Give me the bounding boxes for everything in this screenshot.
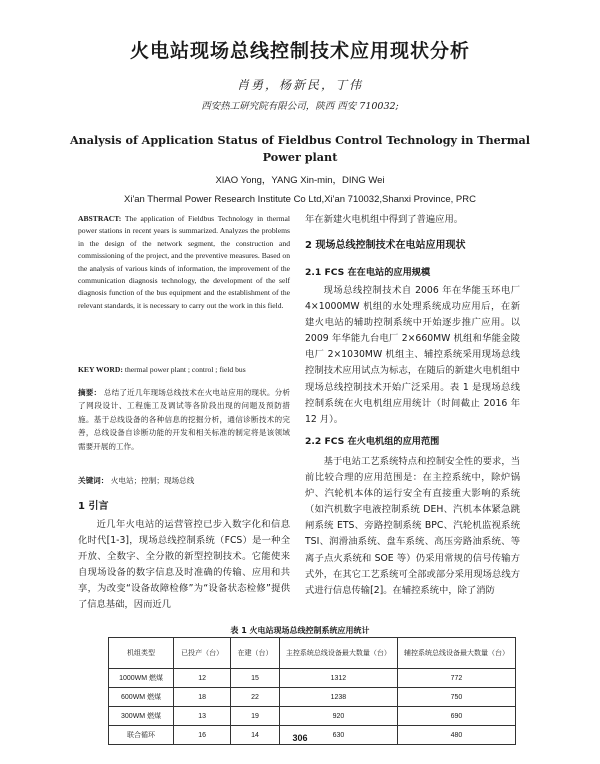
keywords-en (78, 364, 290, 376)
abstract-cn-label: 摘要： (78, 388, 102, 397)
section2-1-heading: 2.1 FCS 在在电站的应用规模 (305, 267, 431, 278)
table-row (109, 707, 516, 726)
table-row (109, 688, 516, 707)
section1-heading: 1 引言 (78, 501, 109, 512)
abstract-cn-text: 总结了近几年现场总线技术在火电站应用的现状。分析了网段设计、工程施工及调试等各阶段出现的问题及预防措施。基于总线设备的各种信息的挖掘分析，通信诊断技术的完善，总线设备自诊断功能的开发和相关标准的制定将是该领域需要开展的工作。 (78, 388, 291, 451)
table-cell: 1312 (279, 669, 397, 688)
table-header-cell: 辅控系统总线设备最大数量（台） (397, 638, 515, 669)
abstract-en-label: ABSTRACT: (78, 214, 122, 223)
table-cell: 920 (279, 707, 397, 726)
paper-title-en: Analysis of Application Status of Fieldbus Control Technology in Thermal Power plant (69, 133, 531, 164)
keywords-en-label: KEY WORD: (78, 365, 123, 374)
table-cell: 13 (174, 707, 231, 726)
table-cell: 772 (397, 669, 515, 688)
authors-en: XIAO Yong，YANG Xin-min，DING Wei (215, 175, 385, 186)
section2-2-heading: 2.2 FCS 在火电机组的应用范围 (305, 436, 440, 447)
section2-1-text: 现场总线控制技术自 2006 年在华能玉环电厂 4×1000MW 机组的水处理系统成功应用后，在新建火电站的辅助控制系统中开始逐步推广应用。以 2009 年华能九台电厂 2×660MW 机组和华能金陵电厂 2×1030MW 机组主、辅控系统采用现场总线控制技术应用试点为标志，在随后的新建火电机组中现场总线控制技术开始广泛采用。表 1 是现场总线控制系统在火电机组应用统计（时间截止 2016 年 12 月）。 (305, 285, 520, 425)
abstract-cn (78, 386, 290, 453)
table-cell: 300WM 燃煤 (109, 707, 174, 726)
table-row (109, 669, 516, 688)
affiliation-cn: 西安热工研究院有限公司，陕西 西安 710032; (201, 101, 399, 112)
keywords-en-text: thermal power plant ; control ; field bus (124, 365, 246, 374)
table-cell: 15 (231, 669, 280, 688)
table-header-cell: 已投产（台） (174, 638, 231, 669)
page-number: 306 (292, 733, 308, 743)
table-cell: 18 (174, 688, 231, 707)
table-cell: 14 (231, 726, 280, 745)
affiliation-en: Xi'an Thermal Power Research Institute Co Ltd,Xi'an 710032,Shanxi Province, PRC (124, 194, 476, 205)
abstract-en-text: The application of Fieldbus Technology in thermal power stations in recent years is summarized. Analyzes the problems in the design of the network segment, the construction and commissioning of the project, and the preventive measures. Based on the analysis of various kinds of information, the improvement of the communication diagnosis technology, the development of the self diagnosis function of the bus equipment and the establishment of the relevant standards, it is necessary to carry out the work in this field. (78, 214, 290, 310)
table-cell: 750 (397, 688, 515, 707)
table-cell: 12 (174, 669, 231, 688)
section2-2-text: 基于电站工艺系统特点和控制安全性的要求，当前比较合理的应用范围是：在主控系统中，除炉锅炉、汽轮机本体的运行安全有直接重大影响的系统（如汽机数字电液控制系统 DEH、汽机本体紧急跳闸系统 ETS、旁路控制系统 BPC、汽轮机监视系统 TSI、润滑油系统、盘车系统、高压旁路油系统、等离子点火系统和 SOE 等）仍采用常规的信号传输方式外，在其它工艺系统可全部或部分采用现场总线方式进行信息传输[2]。在辅控系统中，除了消防 (305, 456, 520, 596)
table-cell: 联合循环 (109, 726, 174, 745)
table1-caption: 表 1 火电站现场总线控制系统应用统计 (230, 626, 370, 635)
table-cell: 19 (231, 707, 280, 726)
table-cell: 1238 (279, 688, 397, 707)
table-header-cell: 主控系统总线设备最大数量（台） (279, 638, 397, 669)
section2-heading: 2 现场总线控制技术在电站应用现状 (305, 240, 466, 251)
table-cell: 480 (397, 726, 515, 745)
table-cell: 690 (397, 707, 515, 726)
section1-text: 近几年火电站的运营管控已步入数字化和信息化时代[1-3]，现场总线控制系统（FCS）是一种全开放、全数字、全分散的新型控制技术。它能使来自现场设备的数字信息及时准确的传输、应用和共享，为改变“设备故障检修”为“设备状态检修”提供了信息基础，因而近几 (78, 519, 290, 611)
table-header-cell: 机组类型 (109, 638, 174, 669)
paper-title: 火电站现场总线控制技术应用现状分析 (129, 40, 470, 62)
table-cell: 16 (174, 726, 231, 745)
table-header-row (109, 638, 516, 669)
table-cell: 22 (231, 688, 280, 707)
col2-intro: 年在新建火电机组中得到了普遍应用。 (305, 214, 464, 225)
table-cell: 600WM 燃煤 (109, 688, 174, 707)
keywords-cn-label: 关键词： (78, 476, 109, 485)
keywords-cn-text: 火电站；控制；现场总线 (110, 476, 195, 485)
table1 (108, 637, 516, 745)
table-cell: 630 (279, 726, 397, 745)
keywords-cn (78, 474, 290, 487)
table-header-cell: 在建（台） (231, 638, 280, 669)
authors-cn: 肖勇，杨新民，丁伟 (236, 78, 363, 92)
table-cell: 1000WM 燃煤 (109, 669, 174, 688)
abstract-en (78, 213, 290, 312)
